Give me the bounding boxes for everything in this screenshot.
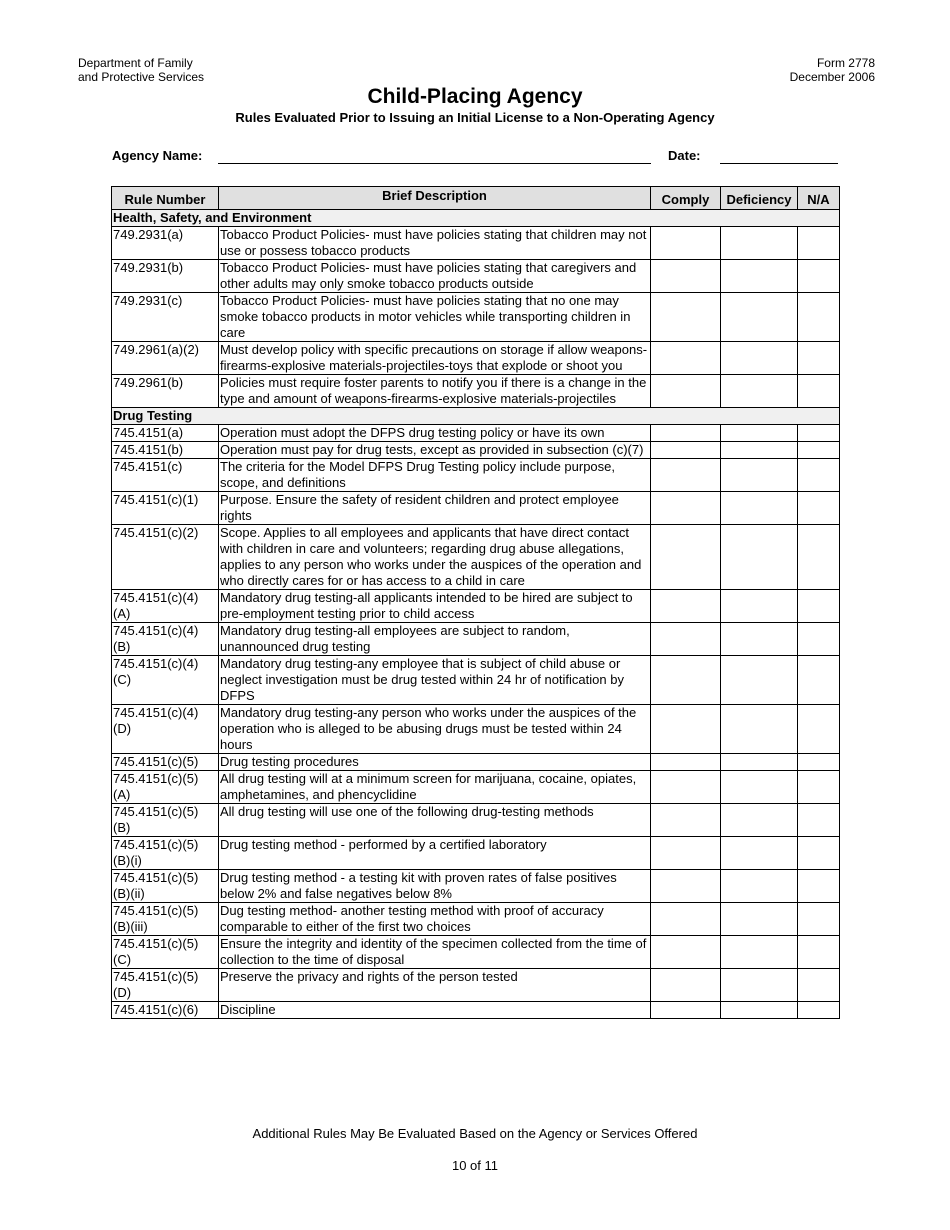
comply-cell[interactable]	[651, 425, 721, 442]
description-cell: All drug testing will use one of the following drug-testing methods	[219, 804, 651, 837]
table-row	[112, 1002, 840, 1019]
na-cell[interactable]	[798, 804, 840, 837]
description-cell: Ensure the integrity and identity of the specimen collected from the time of collection to the time of disposal	[219, 936, 651, 969]
comply-cell[interactable]	[651, 293, 721, 342]
rule-number-cell: 749.2931(c)	[112, 293, 219, 342]
column-header-deficiency: Deficiency	[721, 187, 798, 210]
deficiency-cell[interactable]	[721, 425, 798, 442]
description-cell: Operation must pay for drug tests, except as provided in subsection (c)(7)	[219, 442, 651, 459]
na-cell[interactable]	[798, 1002, 840, 1019]
rule-number-cell: 745.4151(c)(6)	[112, 1002, 219, 1019]
comply-cell[interactable]	[651, 525, 721, 590]
table-row	[112, 293, 840, 342]
column-header-brief-description: Brief Description	[219, 187, 651, 210]
na-cell[interactable]	[798, 375, 840, 408]
comply-cell[interactable]	[651, 260, 721, 293]
table-row	[112, 492, 840, 525]
na-cell[interactable]	[798, 525, 840, 590]
description-cell: Drug testing procedures	[219, 754, 651, 771]
deficiency-cell[interactable]	[721, 656, 798, 705]
na-cell[interactable]	[798, 425, 840, 442]
table-row	[112, 969, 840, 1002]
deficiency-cell[interactable]	[721, 771, 798, 804]
rule-number-cell: 749.2931(b)	[112, 260, 219, 293]
na-cell[interactable]	[798, 590, 840, 623]
table-row	[112, 375, 840, 408]
table-row	[112, 260, 840, 293]
table-row	[112, 705, 840, 754]
rule-number-cell: 745.4151(c)(5) (B)(ii)	[112, 870, 219, 903]
comply-cell[interactable]	[651, 623, 721, 656]
deficiency-cell[interactable]	[721, 936, 798, 969]
table-row	[112, 903, 840, 936]
section-title: Health, Safety, and Environment	[112, 210, 840, 227]
comply-cell[interactable]	[651, 870, 721, 903]
comply-cell[interactable]	[651, 754, 721, 771]
rule-number-cell: 749.2961(b)	[112, 375, 219, 408]
description-cell: Mandatory drug testing-any employee that is subject of child abuse or neglect investigation must be drug tested within 24 hr of notification by DFPS	[219, 656, 651, 705]
rules-table-body	[112, 210, 840, 1019]
na-cell[interactable]	[798, 656, 840, 705]
comply-cell[interactable]	[651, 590, 721, 623]
rule-number-cell: 745.4151(c)(2)	[112, 525, 219, 590]
rule-number-cell: 745.4151(b)	[112, 442, 219, 459]
comply-cell[interactable]	[651, 1002, 721, 1019]
na-cell[interactable]	[798, 260, 840, 293]
description-cell: Scope. Applies to all employees and applicants that have direct contact with children in care and volunteers; regarding drug abuse allegations, applies to any person who works under the auspices of the operation and who directly cares for or has access to a child in care	[219, 525, 651, 590]
deficiency-cell[interactable]	[721, 903, 798, 936]
comply-cell[interactable]	[651, 771, 721, 804]
comply-cell[interactable]	[651, 903, 721, 936]
table-row	[112, 425, 840, 442]
deficiency-cell[interactable]	[721, 492, 798, 525]
rule-number-cell: 749.2931(a)	[112, 227, 219, 260]
description-cell: All drug testing will at a minimum screen for marijuana, cocaine, opiates, amphetamines, and phencyclidine	[219, 771, 651, 804]
rule-number-cell: 745.4151(c)(5) (A)	[112, 771, 219, 804]
comply-cell[interactable]	[651, 656, 721, 705]
deficiency-cell[interactable]	[721, 342, 798, 375]
section-title: Drug Testing	[112, 408, 840, 425]
page-number: 10 of 11	[451, 1158, 499, 1173]
department-line-1: Department of Family	[78, 56, 193, 70]
comply-cell[interactable]	[651, 459, 721, 492]
section-header-row	[112, 210, 840, 227]
rule-number-cell: 745.4151(c)(5)	[112, 754, 219, 771]
na-cell[interactable]	[798, 459, 840, 492]
column-header-na: N/A	[798, 187, 840, 210]
description-cell: Mandatory drug testing-all employees are subject to random, unannounced drug testing	[219, 623, 651, 656]
description-cell: Mandatory drug testing-all applicants intended to be hired are subject to pre-employment testing prior to child access	[219, 590, 651, 623]
description-cell: Drug testing method - performed by a certified laboratory	[219, 837, 651, 870]
table-row	[112, 342, 840, 375]
na-cell[interactable]	[798, 442, 840, 459]
rule-number-cell: 745.4151(c)(5) (C)	[112, 936, 219, 969]
comply-cell[interactable]	[651, 837, 721, 870]
na-cell[interactable]	[798, 837, 840, 870]
deficiency-cell[interactable]	[721, 1002, 798, 1019]
form-date: December 2006	[789, 70, 875, 84]
description-cell: Tobacco Product Policies- must have policies stating that children may not use or possess tobacco products	[219, 227, 651, 260]
deficiency-cell[interactable]	[721, 754, 798, 771]
deficiency-cell[interactable]	[721, 459, 798, 492]
column-header-comply: Comply	[651, 187, 721, 210]
rules-table	[111, 186, 840, 1019]
deficiency-cell[interactable]	[721, 260, 798, 293]
rule-number-cell: 745.4151(c)(5) (B)	[112, 804, 219, 837]
description-cell: Preserve the privacy and rights of the person tested	[219, 969, 651, 1002]
rule-number-cell: 745.4151(c)(5) (D)	[112, 969, 219, 1002]
table-row	[112, 754, 840, 771]
table-row	[112, 870, 840, 903]
section-header-row	[112, 408, 840, 425]
table-row	[112, 227, 840, 260]
comply-cell[interactable]	[651, 227, 721, 260]
deficiency-cell[interactable]	[721, 837, 798, 870]
deficiency-cell[interactable]	[721, 375, 798, 408]
description-cell: Tobacco Product Policies- must have policies stating that no one may smoke tobacco products in motor vehicles while transporting children in care	[219, 293, 651, 342]
form-number: Form 2778	[816, 56, 875, 70]
table-row	[112, 590, 840, 623]
deficiency-cell[interactable]	[721, 705, 798, 754]
deficiency-cell[interactable]	[721, 804, 798, 837]
rule-number-cell: 745.4151(c)	[112, 459, 219, 492]
deficiency-cell[interactable]	[721, 525, 798, 590]
comply-cell[interactable]	[651, 705, 721, 754]
rule-number-cell: 745.4151(c)(4) (B)	[112, 623, 219, 656]
description-cell: Drug testing method - a testing kit with proven rates of false positives below 2% and false negatives below 8%	[219, 870, 651, 903]
comply-cell[interactable]	[651, 342, 721, 375]
na-cell[interactable]	[798, 754, 840, 771]
department-header	[78, 56, 204, 84]
comply-cell[interactable]	[651, 492, 721, 525]
table-row	[112, 804, 840, 837]
department-line-2: and Protective Services	[78, 70, 205, 84]
footer-note: Additional Rules May Be Evaluated Based on the Agency or Services Offered	[252, 1126, 698, 1141]
na-cell[interactable]	[798, 936, 840, 969]
date-field[interactable]	[720, 163, 838, 164]
table-row	[112, 837, 840, 870]
description-cell: Must develop policy with specific precautions on storage if allow weapons-firearms-explosive materials-projectiles-toys that explode or shoot you	[219, 342, 651, 375]
comply-cell[interactable]	[651, 375, 721, 408]
description-cell: Mandatory drug testing-any person who works under the auspices of the operation who is alleged to be abusing drugs must be tested within 24 hours	[219, 705, 651, 754]
rule-number-cell: 745.4151(c)(4) (C)	[112, 656, 219, 705]
description-cell: Operation must adopt the DFPS drug testing policy or have its own	[219, 425, 651, 442]
table-header-row	[112, 187, 840, 210]
table-row	[112, 623, 840, 656]
deficiency-cell[interactable]	[721, 870, 798, 903]
deficiency-cell[interactable]	[721, 293, 798, 342]
page-title: Child-Placing Agency	[367, 85, 583, 108]
rule-number-cell: 745.4151(c)(1)	[112, 492, 219, 525]
column-header-rule-number: Rule Number	[112, 187, 219, 210]
description-cell: The criteria for the Model DFPS Drug Testing policy include purpose, scope, and definitions	[219, 459, 651, 492]
na-cell[interactable]	[798, 492, 840, 525]
comply-cell[interactable]	[651, 936, 721, 969]
description-cell: Dug testing method- another testing method with proof of accuracy comparable to either of the first two choices	[219, 903, 651, 936]
table-row	[112, 525, 840, 590]
page-subtitle: Rules Evaluated Prior to Issuing an Initial License to a Non-Operating Agency	[235, 110, 715, 125]
na-cell[interactable]	[798, 771, 840, 804]
rule-number-cell: 745.4151(c)(4) (D)	[112, 705, 219, 754]
description-cell: Purpose. Ensure the safety of resident children and protect employee rights	[219, 492, 651, 525]
agency-name-field[interactable]	[218, 163, 651, 164]
na-cell[interactable]	[798, 705, 840, 754]
na-cell[interactable]	[798, 969, 840, 1002]
comply-cell[interactable]	[651, 969, 721, 1002]
na-cell[interactable]	[798, 870, 840, 903]
deficiency-cell[interactable]	[721, 623, 798, 656]
na-cell[interactable]	[798, 903, 840, 936]
table-row	[112, 656, 840, 705]
agency-name-label: Agency Name:	[112, 148, 203, 163]
table-row	[112, 936, 840, 969]
rule-number-cell: 749.2961(a)(2)	[112, 342, 219, 375]
na-cell[interactable]	[798, 342, 840, 375]
rule-number-cell: 745.4151(c)(5) (B)(i)	[112, 837, 219, 870]
description-cell: Discipline	[219, 1002, 651, 1019]
na-cell[interactable]	[798, 623, 840, 656]
deficiency-cell[interactable]	[721, 590, 798, 623]
date-label: Date:	[668, 148, 701, 163]
rule-number-cell: 745.4151(c)(4) (A)	[112, 590, 219, 623]
table-row	[112, 771, 840, 804]
rule-number-cell: 745.4151(c)(5) (B)(iii)	[112, 903, 219, 936]
na-cell[interactable]	[798, 227, 840, 260]
deficiency-cell[interactable]	[721, 442, 798, 459]
comply-cell[interactable]	[651, 804, 721, 837]
form-header	[790, 56, 875, 84]
deficiency-cell[interactable]	[721, 969, 798, 1002]
table-row	[112, 442, 840, 459]
description-cell: Tobacco Product Policies- must have policies stating that caregivers and other adults may only smoke tobacco products outside	[219, 260, 651, 293]
description-cell: Policies must require foster parents to notify you if there is a change in the type and amount of weapons-firearms-explosive materials-projectiles	[219, 375, 651, 408]
deficiency-cell[interactable]	[721, 227, 798, 260]
table-row	[112, 459, 840, 492]
na-cell[interactable]	[798, 293, 840, 342]
rule-number-cell: 745.4151(a)	[112, 425, 219, 442]
comply-cell[interactable]	[651, 442, 721, 459]
